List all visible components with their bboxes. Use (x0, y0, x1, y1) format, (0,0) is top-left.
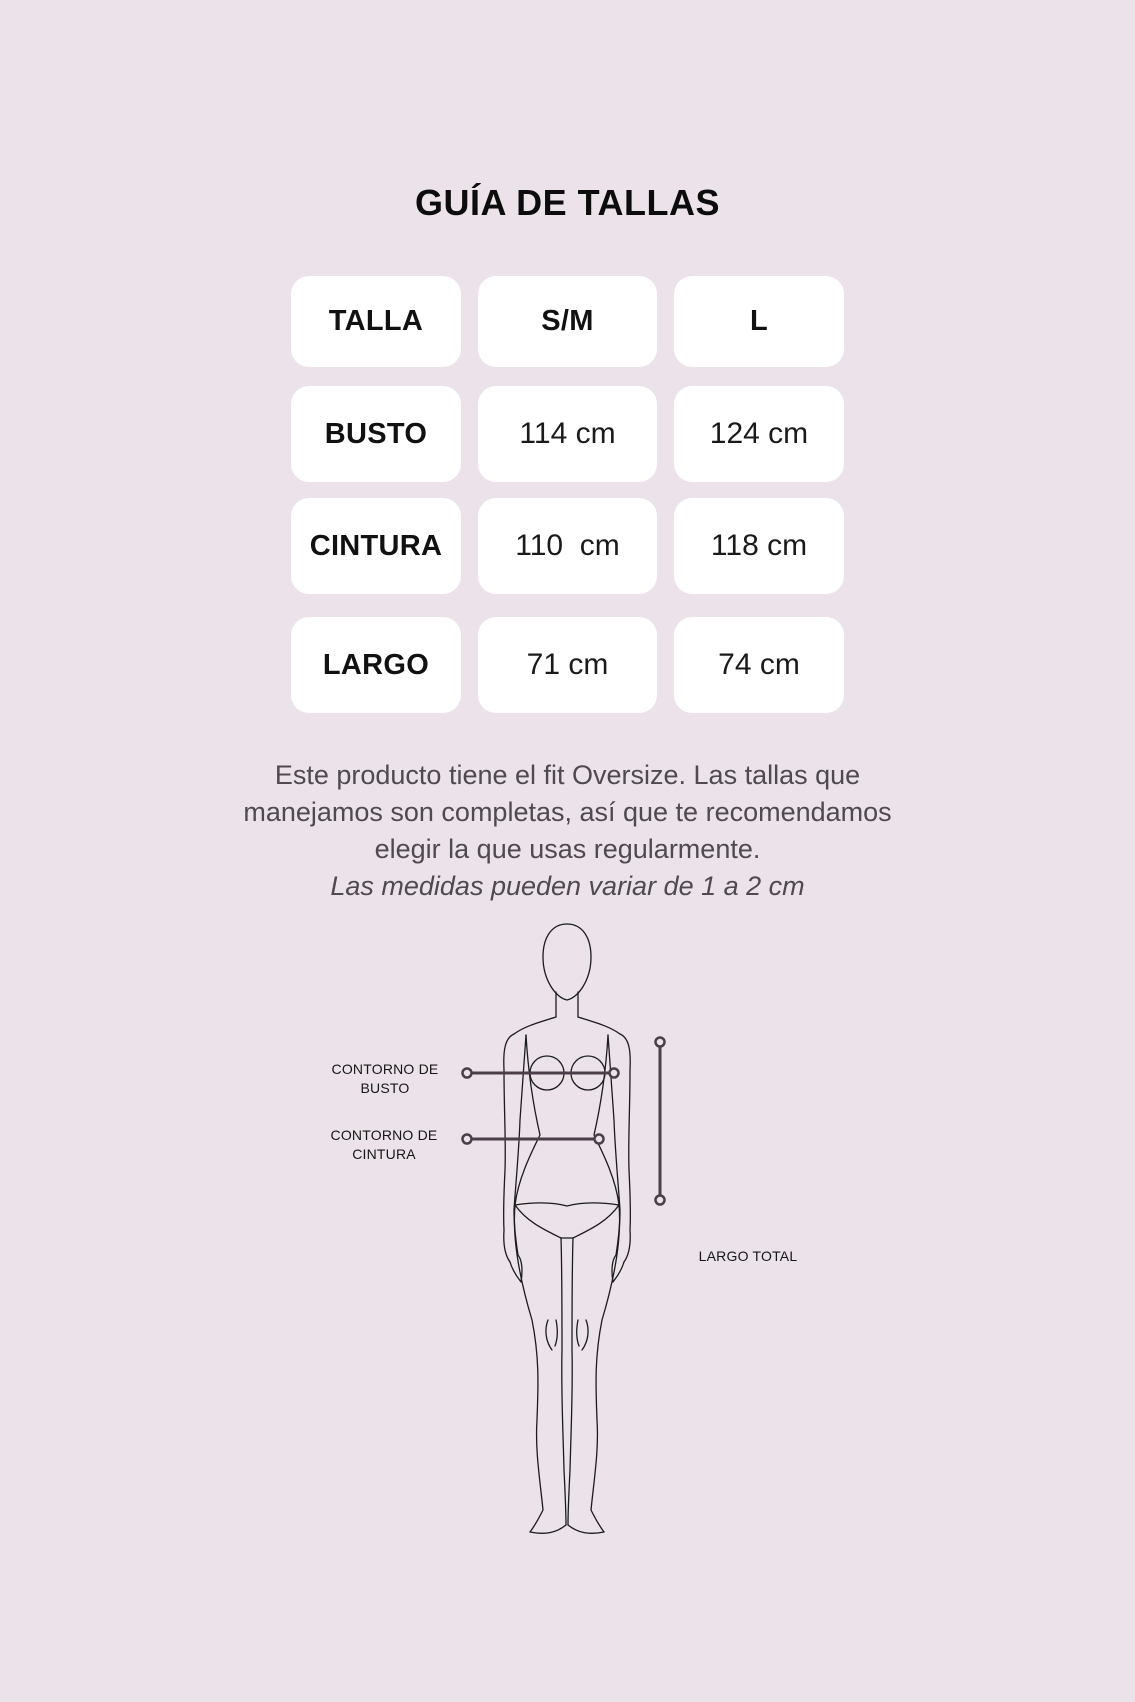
waist-label (314, 1126, 454, 1164)
value-cell (478, 617, 657, 713)
value-text: 74 cm (718, 648, 800, 681)
row-label: BUSTO (324, 417, 428, 450)
header-cell-sm (478, 276, 657, 367)
row-label-waist (291, 498, 461, 594)
bust-label (315, 1060, 455, 1098)
row-label: LARGO (322, 648, 430, 681)
note-line: manejamos son completas, así que te recomendamos (243, 797, 892, 827)
header-label: TALLA (328, 305, 424, 337)
header-label: S/M (541, 305, 594, 337)
fit-note (100, 757, 1035, 905)
row-label-length (291, 617, 461, 713)
row-label-bust (291, 386, 461, 482)
note-line: elegir la que usas regularmente. (374, 834, 761, 864)
note-line: Este producto tiene el fit Oversize. Las tallas que (274, 760, 861, 790)
measurement-diagram (0, 910, 1135, 1560)
value-text: 110 cm (515, 529, 620, 562)
length-label: LARGO TOTAL (698, 1248, 798, 1264)
value-text: 114 cm (519, 417, 616, 450)
waist-label-line: CONTORNO DE (330, 1127, 438, 1143)
bust-label-line: CONTORNO DE (331, 1061, 439, 1077)
value-cell (674, 498, 844, 594)
page-title: GUÍA DE TALLAS (415, 182, 720, 223)
note-disclaimer: Las medidas pueden variar de 1 a 2 cm (330, 871, 805, 901)
value-text: 118 cm (710, 529, 808, 562)
value-cell (674, 386, 844, 482)
value-cell (478, 386, 657, 482)
value-text: 124 cm (709, 417, 809, 450)
value-text: 71 cm (526, 648, 609, 681)
header-cell-size (291, 276, 461, 367)
bust-label-line: BUSTO (360, 1080, 410, 1096)
body-figure-icon (0, 910, 1135, 1560)
value-cell (478, 498, 657, 594)
value-cell (674, 617, 844, 713)
row-label: CINTURA (309, 529, 443, 562)
header-label: L (749, 305, 768, 337)
waist-label-line: CINTURA (352, 1146, 416, 1162)
header-cell-l (674, 276, 844, 367)
